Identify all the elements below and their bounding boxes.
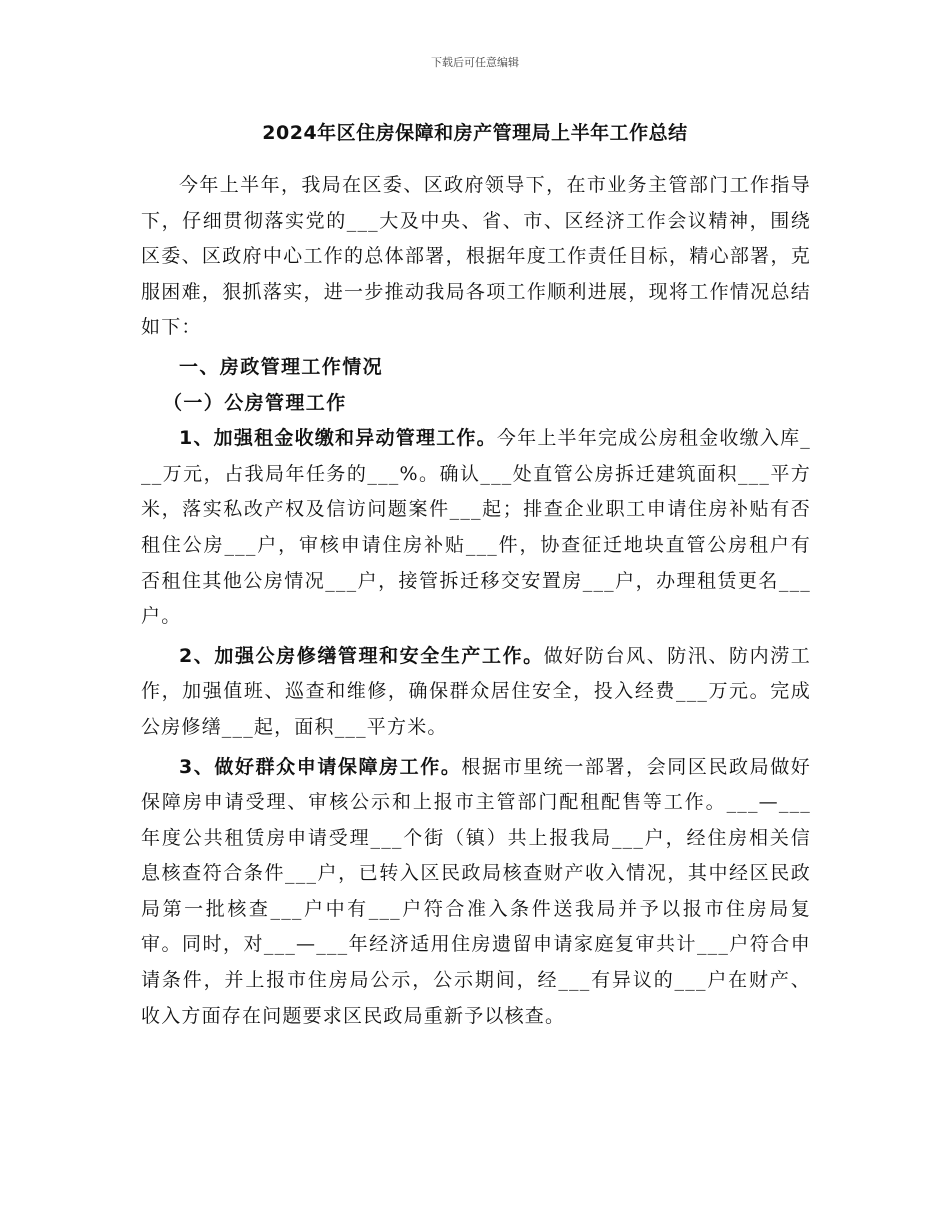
item-paragraph-2 — [141, 639, 811, 746]
item-paragraph-1 — [141, 421, 811, 635]
item-paragraph-3 — [141, 750, 811, 1035]
item-body-2: 做好防台风、防汛、防内涝工作，加强值班、巡查和维修，确保群众居住安全，投入经费___万元。完成公房修缮___起，面积___平方米。 — [141, 644, 811, 738]
item-body-1: 今年上半年完成公房租金收缴入库___万元，占我局年任务的___%。确认___处直管公房拆迁建筑面积___平方米，落实私改产权及信访问题案件___起；排查企业职工申请住房补贴有否租住公房___户，审核申请住房补贴___件，协查征迁地块直管公房租户有否租住其他公房情况___户，接管拆迁移交安置房___户，办理租赁更名___户。 — [141, 427, 811, 628]
item-lead-2: 2、加强公房修缮管理和安全生产工作。 — [179, 644, 544, 667]
document-title: 2024年区住房保障和房产管理局上半年工作总结 — [262, 122, 688, 144]
header-note: 下载后可任意编辑 — [431, 56, 519, 69]
item-lead-3: 3、做好群众申请保障房工作。 — [179, 755, 462, 778]
document-body — [141, 168, 811, 1034]
intro-paragraph: 今年上半年，我局在区委、区政府领导下，在市业务主管部门工作指导下，仔细贯彻落实党的___大及中央、省、市、区经济工作会议精神，围绕区委、区政府中心工作的总体部署，根据年度工作责任目标，精心部署，克服困难，狠抓落实，进一步推动我局各项工作顺利进展，现将工作情况总结如下： — [141, 174, 811, 339]
item-body-3: 根据市里统一部署，会同区民政局做好保障房申请受理、审核公示和上报市主管部门配租配售等工作。___—___年度公共租赁房申请受理___个街（镇）共上报我局___户，经住房相关信息核查符合条件___户，已转入区民政局核查财产收入情况，其中经区民政局第一批核查___户中有___户符合准入条件送我局并予以报市住房局复审。同时，对___—___年经济适用住房遗留申请家庭复审共计___户符合申请条件，并上报市住房局公示，公示期间，经___有异议的___户在财产、收入方面存在问题要求区民政局重新予以核查。 — [141, 755, 811, 1027]
subsection-heading: （一）公房管理工作 — [163, 391, 347, 414]
section-heading: 一、房政管理工作情况 — [179, 355, 384, 378]
item-lead-1: 1、加强租金收缴和异动管理工作。 — [179, 427, 497, 450]
